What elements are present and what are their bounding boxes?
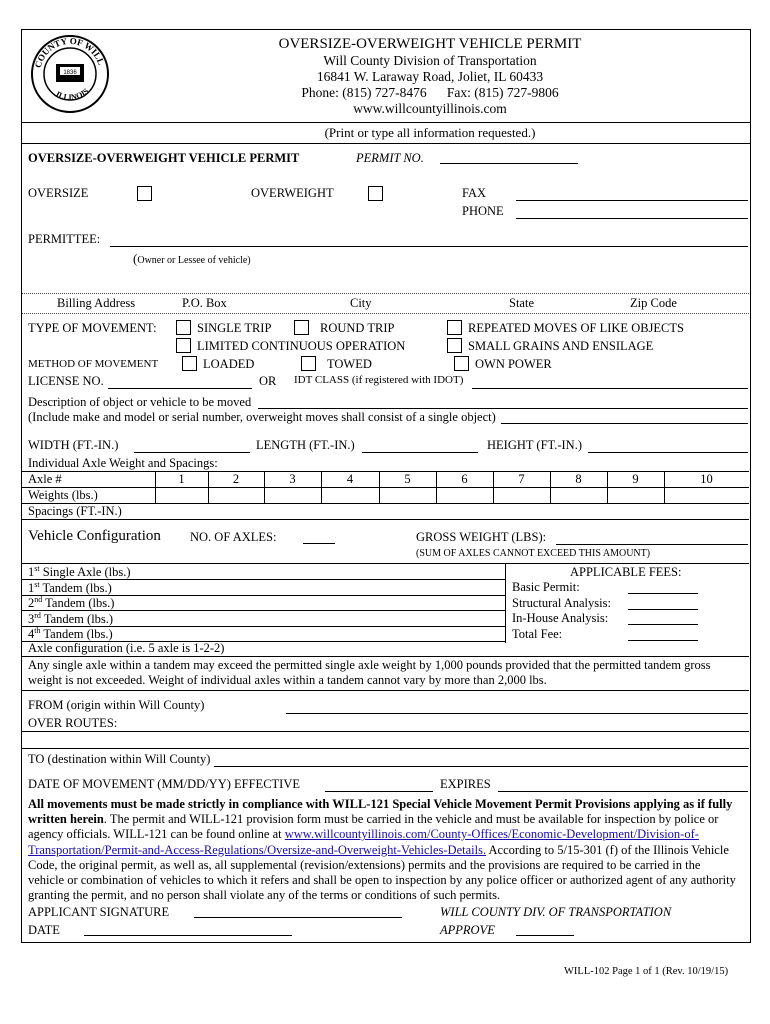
permit-section-title: OVERSIZE-OVERWEIGHT VEHICLE PERMIT [28,151,300,165]
compliance-line-7: granting the permit, and no person shall violate any of the terms or conditions of such permits. [28,888,501,903]
gross-weight-label: GROSS WEIGHT (LBS): [416,530,547,544]
height-label: HEIGHT (FT.-IN.) [487,438,583,452]
to-field[interactable] [214,766,748,767]
permittee-label: PERMITTEE: [28,232,101,246]
own-power-checkbox[interactable] [454,356,469,371]
small-grains-checkbox[interactable] [447,338,462,353]
description-field[interactable] [258,408,748,409]
axle-config-label: Axle configuration (i.e. 5 axle is 1-2-2) [28,641,225,655]
gross-weight-note: (SUM OF AXLES CANNOT EXCEED THIS AMOUNT) [416,548,651,559]
towed-checkbox[interactable] [301,356,316,371]
license-no-label: LICENSE NO. [28,374,104,388]
expires-field[interactable] [498,791,748,792]
owner-note: (Owner or Lessee of vehicle) [133,251,251,266]
round-trip-checkbox[interactable] [294,320,309,335]
compliance-link-2[interactable]: Transportation/Permit-and-Access-Regulations/Oversize-and-Overweight-Vehicles-Details. [28,842,487,857]
length-label: LENGTH (FT.-IN.) [256,438,355,452]
fees-title: APPLICABLE FEES: [570,565,682,579]
permit-no-field[interactable] [440,163,578,164]
round-trip-label: ROUND TRIP [320,321,395,335]
fee-field[interactable] [628,640,698,641]
fee-field[interactable] [628,609,698,610]
fee-label: Basic Permit: [512,580,580,594]
axle-number-7: 7 [518,472,525,486]
fax-field[interactable] [516,200,748,201]
loaded-label: LOADED [203,357,255,371]
spacings-label: Spacings (FT.-IN.) [28,504,122,518]
axle-number-6: 6 [461,472,468,486]
axle-number-9: 9 [632,472,639,486]
tandem-note-2: weight is not exceeded. Weight of individual axles within a tandem cannot vary by more than 2,000 lbs. [28,673,547,687]
fax-label: FAX [462,186,487,200]
idt-class-field[interactable] [472,388,748,389]
fee-field[interactable] [628,624,698,625]
applicant-signature-label: APPLICANT SIGNATURE [28,905,170,919]
to-label: TO (destination within Will County) [28,752,211,766]
agency-phone-fax: Phone: (815) 727-8476 Fax: (815) 727-9806 [301,85,559,100]
no-of-axles-label: NO. OF AXLES: [190,530,277,544]
from-field[interactable] [286,713,748,714]
oversize-checkbox[interactable] [137,186,152,201]
phone-label: PHONE [462,204,504,218]
description-note: (Include make and model or serial number, overweight moves shall consist of a single object) [28,410,496,424]
limited-continuous-checkbox[interactable] [176,338,191,353]
fee-label: Total Fee: [512,626,563,641]
overweight-checkbox[interactable] [368,186,383,201]
svg-text:COUNTY OF WILL: COUNTY OF WILL [32,35,107,69]
single-trip-label: SINGLE TRIP [197,321,272,335]
zip-label: Zip Code [630,296,677,310]
over-routes-label: OVER ROUTES: [28,716,118,730]
axle-number-3: 3 [289,472,296,486]
from-label: FROM (origin within Will County) [28,698,205,712]
single-trip-checkbox[interactable] [176,320,191,335]
description-label: Description of object or vehicle to be moved [28,395,252,409]
date-label: DATE [28,923,60,937]
svg-text:ILLINOIS: ILLINOIS [54,86,91,102]
axle-number-4: 4 [346,472,354,486]
height-field[interactable] [588,452,748,453]
compliance-line-2: . The permit and WILL-121 provision form must be carried in the vehicle and must be available for inspection by police or [103,812,719,827]
compliance-line-5: Code, the original permit, as well as, all supplemental (revision/extensions) permits and the provisions are required to be carried in the [28,857,701,872]
idt-class-label: IDT CLASS (if registered with IDOT) [294,374,464,386]
towed-label: TOWED [327,357,372,371]
phone-field[interactable] [516,218,748,219]
own-power-label: OWN POWER [475,357,552,371]
repeated-moves-checkbox[interactable] [447,320,462,335]
compliance-link-1[interactable]: www.willcountyillinois.com/County-Offices/Economic-Development/Division-of- [284,827,699,842]
axle-number-8: 8 [575,472,582,486]
effective-date-field[interactable] [325,791,433,792]
permit-no-label: PERMIT NO. [356,151,424,165]
config-row-label: 1st Single Axle (lbs.) [28,564,131,580]
oversize-label: OVERSIZE [28,186,89,200]
tandem-note-1: Any single axle within a tandem may exceed the permitted single axle weight by 1,000 pounds provided that the permitted tandem gross [28,658,711,672]
footer-revision: WILL-102 Page 1 of 1 (Rev. 10/19/15) [564,966,729,977]
agency-website: www.willcountyillinois.com [353,101,507,116]
config-row-label: 2nd Tandem (lbs.) [28,595,115,611]
date-of-movement-label: DATE OF MOVEMENT (MM/DD/YY) EFFECTIVE [28,777,300,791]
state-label: State [509,296,534,310]
compliance-line-4: According to 5/15-301 (f) of the Illinois Vehicle [486,842,729,857]
approve-field[interactable] [516,935,574,936]
gross-weight-field[interactable] [556,544,748,545]
license-no-field[interactable] [108,388,252,389]
axle-number-5: 5 [404,472,411,486]
config-row-label: 4th Tandem (lbs.) [28,626,113,642]
city-label: City [350,296,372,310]
agency-sign-label: WILL COUNTY DIV. OF TRANSPORTATION [440,905,672,919]
small-grains-label: SMALL GRAINS AND ENSILAGE [468,339,654,353]
overweight-label: OVERWEIGHT [251,186,334,200]
no-of-axles-field[interactable] [303,543,335,544]
permittee-field[interactable] [110,246,748,247]
compliance-bold-2: written herein [28,812,104,827]
fee-label: Structural Analysis: [512,595,611,610]
approve-label: APPROVE [440,923,495,937]
vehicle-configuration-title: Vehicle Configuration [28,528,161,544]
length-field[interactable] [362,452,478,453]
compliance-line-3: agency officials. WILL-121 can be found online at [28,827,285,842]
axle-number-10: 10 [700,472,713,486]
width-label: WIDTH (FT.-IN.) [28,438,119,452]
applicant-signature-field[interactable] [194,917,402,918]
agency-name: Will County Division of Transportation [323,53,537,68]
compliance-bold: All movements must be made strictly in compliance with WILL-121 Special Vehicle Movement Permit Provisions applying as if fully [28,797,733,811]
county-seal [30,34,110,114]
limited-continuous-label: LIMITED CONTINUOUS OPERATION [197,339,406,353]
axle-number-2: 2 [232,472,240,486]
billing-address-label: Billing Address [57,296,136,310]
type-of-movement-label: TYPE OF MOVEMENT: [28,321,157,335]
repeated-moves-label: REPEATED MOVES OF LIKE OBJECTS [468,321,684,335]
compliance-paragraph [28,797,744,903]
date-field[interactable] [84,935,292,936]
config-row-label: 3rd Tandem (lbs.) [28,610,114,626]
fee-label: In-House Analysis: [512,611,609,625]
config-row-label: 1st Tandem (lbs.) [28,579,112,595]
svg-text:1836: 1836 [63,70,77,76]
method-of-movement-label: METHOD OF MOVEMENT [28,358,159,370]
description-field-2[interactable] [501,423,748,424]
weights-label: Weights (lbs.) [28,488,98,502]
width-field[interactable] [134,452,250,453]
fee-field[interactable] [628,593,698,594]
form-title: OVERSIZE-OVERWEIGHT VEHICLE PERMIT [278,36,582,52]
po-box-label: P.O. Box [182,296,227,310]
axle-number-label: Axle # [28,472,62,486]
loaded-checkbox[interactable] [182,356,197,371]
agency-address: 16841 W. Laraway Road, Joliet, IL 60433 [316,69,544,84]
print-note: (Print or type all information requested.) [324,125,536,140]
compliance-line-6: vehicle or combination of vehicles to which it refers and shall be open to inspection by any police officer or authorized agent of any authority [28,873,736,888]
or-label: OR [259,374,277,388]
axle-heading: Individual Axle Weight and Spacings: [28,456,218,470]
axle-number-1: 1 [178,472,185,486]
expires-label: EXPIRES [440,777,491,791]
